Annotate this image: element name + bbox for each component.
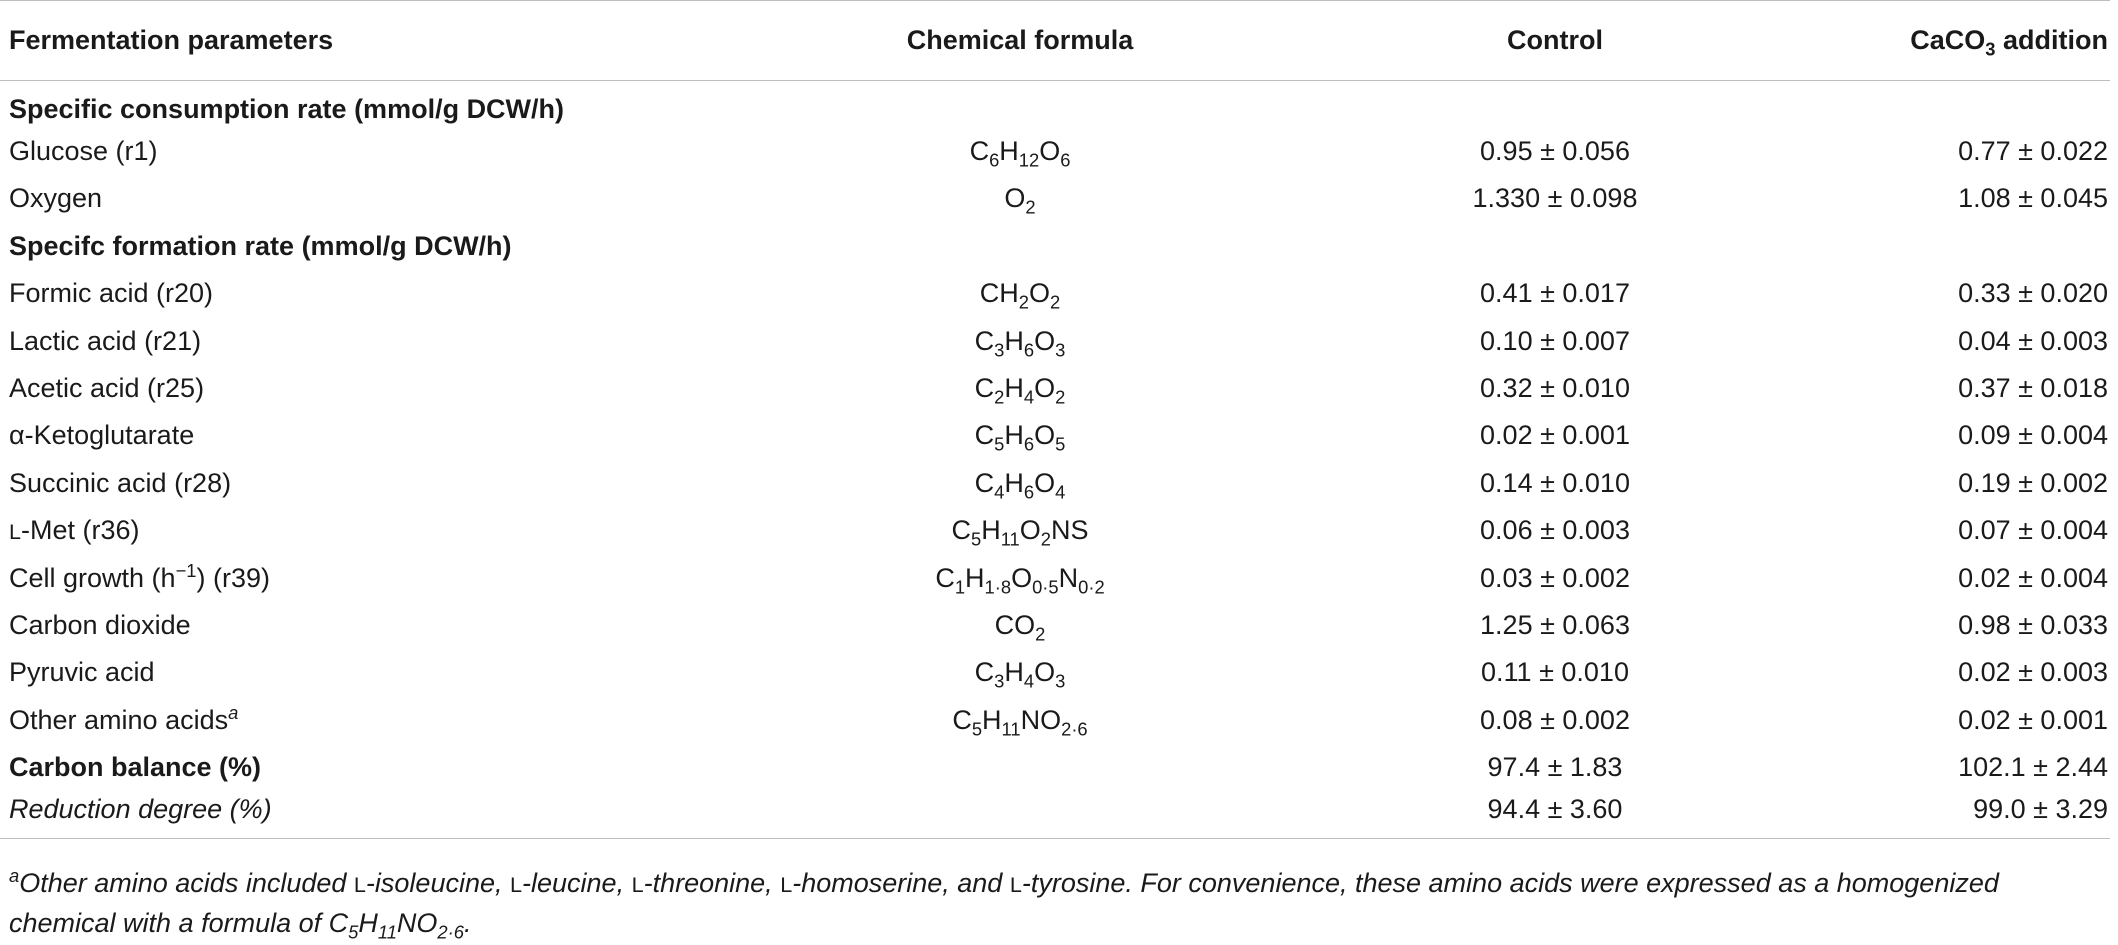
table-row — [0, 365, 2110, 412]
row-formula: $C_3H_4O_3$ — [974, 657, 1066, 692]
row-caco3: 102.1 ± 2.44 — [1958, 752, 2108, 783]
row-control: 97.4 ± 1.83 — [1487, 752, 1623, 783]
table-header-row — [0, 1, 2110, 81]
row-caco3: 0.02 ± 0.001 — [1958, 704, 2108, 735]
table-row — [0, 602, 2110, 649]
section-consumption-row — [0, 81, 2110, 128]
table-row — [0, 317, 2110, 364]
row-formula: $C_4H_6O_4$ — [974, 467, 1066, 503]
row-name: α-Ketoglutarate — [9, 420, 195, 451]
row-formula: $C_2H_4O_2$ — [974, 373, 1066, 408]
table-row — [0, 128, 2110, 175]
header-parameters: Fermentation parameters — [9, 25, 334, 55]
row-control: 1.330 ± 0.098 — [1472, 183, 1638, 214]
row-control: 0.10 ± 0.007 — [1480, 325, 1630, 356]
row-formula: $C_5H_{11}NO_{2\cdot 6}$ — [952, 704, 1088, 740]
table-row — [0, 697, 2110, 744]
row-control: 0.95 ± 0.056 — [1480, 136, 1630, 167]
row-formula: $C_6H_{12}O_6$ — [969, 136, 1071, 171]
row-name: Pyruvic acid — [9, 657, 155, 688]
table-row — [0, 554, 2110, 601]
section-title-consumption: Specific consumption rate (mmol/g DCW/h) — [9, 93, 565, 124]
row-caco3: 0.02 ± 0.003 — [1958, 657, 2108, 688]
footnote-line-2: chemical with a formula of $C_5H_{11}NO_{2\cdot 6}$. — [9, 908, 472, 943]
row-formula: $O_2$ — [1004, 183, 1036, 218]
row-control: 0.08 ± 0.002 — [1480, 704, 1630, 735]
row-name: Lactic acid (r21) — [9, 325, 202, 356]
row-name: Carbon balance (%) — [9, 752, 262, 783]
table-row — [0, 175, 2110, 222]
row-control: 0.03 ± 0.002 — [1480, 562, 1630, 593]
row-name: Acetic acid (r25) — [9, 373, 205, 404]
row-caco3: 0.09 ± 0.004 — [1958, 420, 2108, 451]
row-formula: $C_5H_6O_5$ — [974, 420, 1066, 455]
row-formula: $C_1H_{1\cdot 8}O_{0\cdot 5}N_{0\cdot 2}$ — [935, 562, 1105, 597]
row-formula: $CH_2O_2$ — [979, 278, 1061, 313]
row-control: 0.06 ± 0.003 — [1480, 515, 1630, 546]
row-caco3: 0.98 ± 0.033 — [1958, 609, 2108, 640]
row-name: Glucose (r1) — [9, 136, 158, 167]
table-row — [0, 649, 2110, 696]
row-control: 0.41 ± 0.017 — [1480, 278, 1630, 309]
row-caco3: 0.02 ± 0.004 — [1958, 562, 2108, 593]
row-control: 94.4 ± 3.60 — [1487, 794, 1623, 825]
row-caco3: 99.0 ± 3.29 — [1973, 794, 2108, 825]
row-formula: $C_3H_6O_3$ — [974, 325, 1066, 361]
row-caco3: 1.08 ± 0.045 — [1958, 183, 2108, 214]
row-formula: $CO_2$ — [994, 609, 1046, 645]
table-row — [0, 412, 2110, 459]
row-name: Reduction degree (%) — [9, 794, 272, 825]
table-row — [0, 270, 2110, 317]
row-caco3: 0.37 ± 0.018 — [1958, 373, 2108, 404]
section-formation-row — [0, 223, 2110, 270]
row-caco3: 0.77 ± 0.022 — [1958, 136, 2108, 167]
row-formula — [760, 744, 1280, 791]
section-title-formation: Specifc formation rate (mmol/g DCW/h) — [9, 230, 512, 261]
table-row — [0, 460, 2110, 507]
row-control: 0.11 ± 0.010 — [1481, 657, 1629, 688]
row-name: Formic acid (r20) — [9, 278, 214, 309]
table-row — [0, 507, 2110, 554]
table-footnote — [9, 864, 2109, 943]
row-name: L-Met (r36) — [9, 515, 140, 546]
row-name: Cell growth $(h^{-1})$ (r39) — [9, 559, 270, 593]
row-caco3: 0.33 ± 0.020 — [1958, 278, 2108, 309]
row-control: 1.25 ± 0.063 — [1480, 609, 1630, 640]
row-control: 0.32 ± 0.010 — [1480, 373, 1630, 404]
row-caco3: 0.04 ± 0.003 — [1958, 325, 2108, 356]
table-row — [0, 744, 2110, 791]
row-name: Other amino acids$^a$ — [9, 701, 239, 735]
row-caco3: 0.19 ± 0.002 — [1958, 467, 2108, 498]
row-caco3: 0.07 ± 0.004 — [1958, 515, 2108, 546]
table-row — [0, 791, 2110, 838]
header-caco3: CaCO$_3$ addition — [1910, 25, 2108, 60]
row-name: Succinic acid (r28) — [9, 467, 232, 498]
row-formula: $C_5H_{11}O_2NS$ — [951, 515, 1089, 550]
row-name: Oxygen — [9, 183, 103, 214]
header-formula: Chemical formula — [906, 25, 1134, 55]
row-formula — [760, 791, 1280, 838]
row-control: 0.02 ± 0.001 — [1480, 420, 1630, 451]
header-control: Control — [1507, 25, 1603, 55]
footnote-line-1: $^a$Other amino acids included L-isoleucine, L-leucine, L-threonine, L-homoserine, and L-tyrosine. For convenience, these amino acids were expressed as a homogenized — [9, 865, 1999, 898]
row-name: Carbon dioxide — [9, 609, 191, 640]
row-control: 0.14 ± 0.010 — [1480, 467, 1630, 498]
